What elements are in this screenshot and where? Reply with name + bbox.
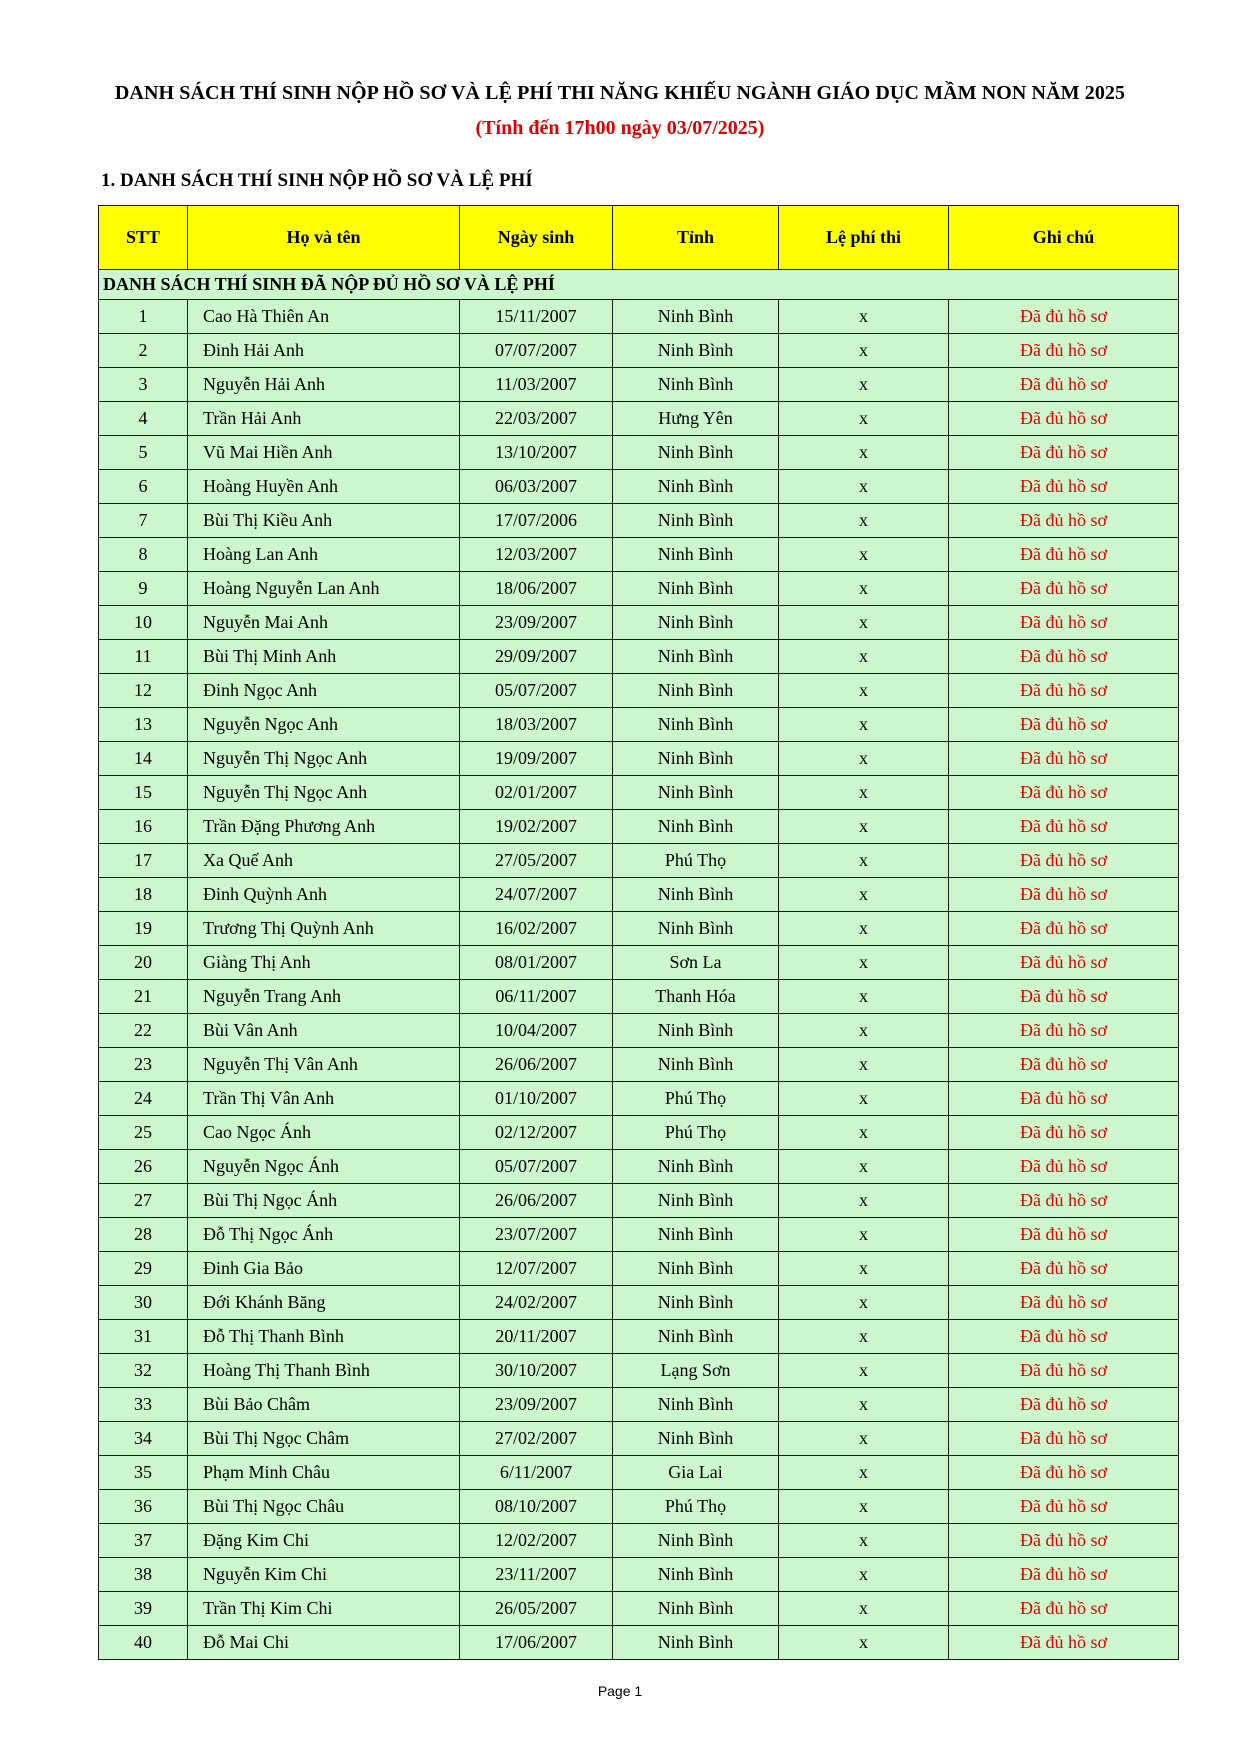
- cell-province: Ninh Bình: [613, 810, 779, 844]
- cell-stt: 19: [99, 912, 188, 946]
- cell-fee: x: [779, 606, 949, 640]
- cell-province: Ninh Bình: [613, 1286, 779, 1320]
- cell-stt: 36: [99, 1490, 188, 1524]
- cell-province: Ninh Bình: [613, 1320, 779, 1354]
- cell-stt: 11: [99, 640, 188, 674]
- table-row: [99, 1626, 1179, 1660]
- cell-fee: x: [779, 946, 949, 980]
- cell-dob: 07/07/2007: [460, 334, 613, 368]
- table-row: [99, 742, 1179, 776]
- cell-name: Trần Đặng Phương Anh: [188, 810, 460, 844]
- cell-fee: x: [779, 436, 949, 470]
- table-row: [99, 1558, 1179, 1592]
- cell-stt: 18: [99, 878, 188, 912]
- cell-province: Ninh Bình: [613, 300, 779, 334]
- cell-note: Đã đủ hồ sơ: [949, 1252, 1179, 1286]
- cell-stt: 7: [99, 504, 188, 538]
- cell-stt: 31: [99, 1320, 188, 1354]
- cell-name: Nguyễn Ngọc Ánh: [188, 1150, 460, 1184]
- cell-note: Đã đủ hồ sơ: [949, 912, 1179, 946]
- cell-stt: 12: [99, 674, 188, 708]
- cell-province: Phú Thọ: [613, 1490, 779, 1524]
- cell-note: Đã đủ hồ sơ: [949, 1558, 1179, 1592]
- cell-stt: 32: [99, 1354, 188, 1388]
- table-row: [99, 1320, 1179, 1354]
- table-row: [99, 300, 1179, 334]
- cell-dob: 05/07/2007: [460, 1150, 613, 1184]
- cell-stt: 29: [99, 1252, 188, 1286]
- cell-note: Đã đủ hồ sơ: [949, 810, 1179, 844]
- cell-province: Phú Thọ: [613, 1082, 779, 1116]
- cell-province: Ninh Bình: [613, 776, 779, 810]
- cell-note: Đã đủ hồ sơ: [949, 368, 1179, 402]
- table-row: [99, 572, 1179, 606]
- cell-fee: x: [779, 1116, 949, 1150]
- cell-province: Ninh Bình: [613, 1524, 779, 1558]
- table-row: [99, 640, 1179, 674]
- cell-name: Trần Hải Anh: [188, 402, 460, 436]
- cell-note: Đã đủ hồ sơ: [949, 844, 1179, 878]
- table-row: [99, 1082, 1179, 1116]
- cell-fee: x: [779, 674, 949, 708]
- group-label: DANH SÁCH THÍ SINH ĐÃ NỘP ĐỦ HỒ SƠ VÀ LỆ PHÍ: [99, 270, 1179, 300]
- cell-fee: x: [779, 402, 949, 436]
- cell-dob: 23/11/2007: [460, 1558, 613, 1592]
- cell-name: Nguyễn Thị Ngọc Anh: [188, 776, 460, 810]
- cell-province: Ninh Bình: [613, 742, 779, 776]
- header-name: Họ và tên: [188, 206, 460, 270]
- cell-name: Hoàng Thị Thanh Bình: [188, 1354, 460, 1388]
- cell-fee: x: [779, 1048, 949, 1082]
- table-row: [99, 402, 1179, 436]
- cell-name: Bùi Thị Minh Anh: [188, 640, 460, 674]
- table-body: [99, 270, 1179, 1660]
- cell-note: Đã đủ hồ sơ: [949, 708, 1179, 742]
- cell-fee: x: [779, 1218, 949, 1252]
- cell-province: Ninh Bình: [613, 640, 779, 674]
- cell-name: Đinh Quỳnh Anh: [188, 878, 460, 912]
- cell-dob: 18/06/2007: [460, 572, 613, 606]
- cell-stt: 20: [99, 946, 188, 980]
- table-row: [99, 810, 1179, 844]
- cell-name: Hoàng Nguyễn Lan Anh: [188, 572, 460, 606]
- cell-dob: 24/02/2007: [460, 1286, 613, 1320]
- cell-fee: x: [779, 640, 949, 674]
- table-row: [99, 844, 1179, 878]
- cell-dob: 26/05/2007: [460, 1592, 613, 1626]
- cell-stt: 21: [99, 980, 188, 1014]
- cell-note: Đã đủ hồ sơ: [949, 1354, 1179, 1388]
- cell-fee: x: [779, 572, 949, 606]
- cell-fee: x: [779, 1014, 949, 1048]
- cell-note: Đã đủ hồ sơ: [949, 606, 1179, 640]
- page-footer: Page 1: [597, 1683, 643, 1699]
- cell-dob: 12/07/2007: [460, 1252, 613, 1286]
- cell-dob: 26/06/2007: [460, 1048, 613, 1082]
- cell-fee: x: [779, 1286, 949, 1320]
- cell-fee: x: [779, 980, 949, 1014]
- cell-stt: 38: [99, 1558, 188, 1592]
- cell-fee: x: [779, 1490, 949, 1524]
- cell-province: Phú Thọ: [613, 1116, 779, 1150]
- cell-name: Đinh Hải Anh: [188, 334, 460, 368]
- cell-name: Đỗ Thị Ngọc Ánh: [188, 1218, 460, 1252]
- cell-province: Ninh Bình: [613, 1422, 779, 1456]
- cell-name: Đinh Gia Bảo: [188, 1252, 460, 1286]
- cell-dob: 23/07/2007: [460, 1218, 613, 1252]
- cell-name: Cao Hà Thiên An: [188, 300, 460, 334]
- cell-stt: 22: [99, 1014, 188, 1048]
- cell-dob: 05/07/2007: [460, 674, 613, 708]
- cell-note: Đã đủ hồ sơ: [949, 1626, 1179, 1660]
- table-row: [99, 1490, 1179, 1524]
- table-row: [99, 436, 1179, 470]
- table-row: [99, 1184, 1179, 1218]
- cell-dob: 23/09/2007: [460, 1388, 613, 1422]
- cell-province: Ninh Bình: [613, 1014, 779, 1048]
- document-subtitle: (Tính đến 17h00 ngày 03/07/2025): [475, 117, 765, 139]
- cell-fee: x: [779, 1422, 949, 1456]
- cell-province: Ninh Bình: [613, 368, 779, 402]
- cell-note: Đã đủ hồ sơ: [949, 436, 1179, 470]
- cell-dob: 12/03/2007: [460, 538, 613, 572]
- cell-fee: x: [779, 1388, 949, 1422]
- cell-name: Bùi Thị Ngọc Châu: [188, 1490, 460, 1524]
- cell-name: Đỗ Thị Thanh Bình: [188, 1320, 460, 1354]
- document-title: DANH SÁCH THÍ SINH NỘP HỒ SƠ VÀ LỆ PHÍ THI NĂNG KHIẾU NGÀNH GIÁO DỤC MẦM NON NĂM 2025: [114, 82, 1126, 104]
- cell-fee: x: [779, 1592, 949, 1626]
- cell-stt: 15: [99, 776, 188, 810]
- cell-fee: x: [779, 538, 949, 572]
- cell-dob: 15/11/2007: [460, 300, 613, 334]
- cell-name: Nguyễn Trang Anh: [188, 980, 460, 1014]
- cell-province: Ninh Bình: [613, 1048, 779, 1082]
- cell-province: Ninh Bình: [613, 878, 779, 912]
- cell-province: Ninh Bình: [613, 1388, 779, 1422]
- cell-stt: 1: [99, 300, 188, 334]
- cell-dob: 06/03/2007: [460, 470, 613, 504]
- table-row: [99, 1252, 1179, 1286]
- cell-dob: 02/12/2007: [460, 1116, 613, 1150]
- cell-note: Đã đủ hồ sơ: [949, 1490, 1179, 1524]
- table-row: [99, 708, 1179, 742]
- cell-stt: 10: [99, 606, 188, 640]
- table-row: [99, 946, 1179, 980]
- cell-fee: x: [779, 708, 949, 742]
- cell-name: Trương Thị Quỳnh Anh: [188, 912, 460, 946]
- cell-stt: 17: [99, 844, 188, 878]
- cell-dob: 18/03/2007: [460, 708, 613, 742]
- cell-stt: 6: [99, 470, 188, 504]
- cell-dob: 23/09/2007: [460, 606, 613, 640]
- cell-stt: 13: [99, 708, 188, 742]
- table-row: [99, 1150, 1179, 1184]
- cell-fee: x: [779, 1626, 949, 1660]
- cell-note: Đã đủ hồ sơ: [949, 640, 1179, 674]
- header-note: Ghi chú: [949, 206, 1179, 270]
- table-row: [99, 1456, 1179, 1490]
- cell-note: Đã đủ hồ sơ: [949, 1320, 1179, 1354]
- cell-name: Nguyễn Thị Ngọc Anh: [188, 742, 460, 776]
- cell-fee: x: [779, 300, 949, 334]
- cell-stt: 9: [99, 572, 188, 606]
- section-heading: 1. DANH SÁCH THÍ SINH NỘP HỒ SƠ VÀ LỆ PHÍ: [101, 170, 533, 191]
- cell-note: Đã đủ hồ sơ: [949, 1082, 1179, 1116]
- cell-note: Đã đủ hồ sơ: [949, 946, 1179, 980]
- cell-province: Ninh Bình: [613, 436, 779, 470]
- cell-note: Đã đủ hồ sơ: [949, 300, 1179, 334]
- cell-dob: 29/09/2007: [460, 640, 613, 674]
- table-row: [99, 1218, 1179, 1252]
- cell-stt: 5: [99, 436, 188, 470]
- table-row: [99, 538, 1179, 572]
- table-row: [99, 1048, 1179, 1082]
- cell-fee: x: [779, 1184, 949, 1218]
- cell-note: Đã đủ hồ sơ: [949, 1218, 1179, 1252]
- cell-note: Đã đủ hồ sơ: [949, 674, 1179, 708]
- cell-note: Đã đủ hồ sơ: [949, 1286, 1179, 1320]
- cell-province: Ninh Bình: [613, 1252, 779, 1286]
- cell-note: Đã đủ hồ sơ: [949, 572, 1179, 606]
- cell-province: Ninh Bình: [613, 708, 779, 742]
- header-dob: Ngày sinh: [460, 206, 613, 270]
- cell-name: Bùi Thị Ngọc Châm: [188, 1422, 460, 1456]
- cell-province: Gia Lai: [613, 1456, 779, 1490]
- cell-fee: x: [779, 1150, 949, 1184]
- table-row: [99, 1422, 1179, 1456]
- cell-dob: 06/11/2007: [460, 980, 613, 1014]
- cell-fee: x: [779, 844, 949, 878]
- cell-name: Hoàng Lan Anh: [188, 538, 460, 572]
- cell-fee: x: [779, 368, 949, 402]
- cell-province: Lạng Sơn: [613, 1354, 779, 1388]
- cell-name: Trần Thị Vân Anh: [188, 1082, 460, 1116]
- cell-stt: 30: [99, 1286, 188, 1320]
- cell-stt: 26: [99, 1150, 188, 1184]
- cell-note: Đã đủ hồ sơ: [949, 742, 1179, 776]
- cell-fee: x: [779, 1558, 949, 1592]
- cell-province: Ninh Bình: [613, 1592, 779, 1626]
- cell-stt: 27: [99, 1184, 188, 1218]
- cell-name: Bùi Bảo Châm: [188, 1388, 460, 1422]
- table-row: [99, 470, 1179, 504]
- cell-name: Xa Quế Anh: [188, 844, 460, 878]
- cell-note: Đã đủ hồ sơ: [949, 1524, 1179, 1558]
- cell-province: Ninh Bình: [613, 334, 779, 368]
- table-row: [99, 980, 1179, 1014]
- cell-note: Đã đủ hồ sơ: [949, 1014, 1179, 1048]
- cell-stt: 37: [99, 1524, 188, 1558]
- cell-fee: x: [779, 1524, 949, 1558]
- cell-name: Đỗ Mai Chi: [188, 1626, 460, 1660]
- cell-province: Sơn La: [613, 946, 779, 980]
- cell-province: Ninh Bình: [613, 1218, 779, 1252]
- cell-dob: 26/06/2007: [460, 1184, 613, 1218]
- cell-province: Ninh Bình: [613, 470, 779, 504]
- cell-note: Đã đủ hồ sơ: [949, 334, 1179, 368]
- cell-dob: 17/06/2007: [460, 1626, 613, 1660]
- cell-note: Đã đủ hồ sơ: [949, 776, 1179, 810]
- table-row: [99, 674, 1179, 708]
- cell-stt: 28: [99, 1218, 188, 1252]
- cell-province: Ninh Bình: [613, 912, 779, 946]
- cell-name: Nguyễn Thị Vân Anh: [188, 1048, 460, 1082]
- cell-stt: 4: [99, 402, 188, 436]
- cell-dob: 30/10/2007: [460, 1354, 613, 1388]
- cell-fee: x: [779, 1456, 949, 1490]
- cell-name: Giàng Thị Anh: [188, 946, 460, 980]
- cell-dob: 19/09/2007: [460, 742, 613, 776]
- cell-fee: x: [779, 776, 949, 810]
- cell-name: Bùi Thị Kiều Anh: [188, 504, 460, 538]
- cell-dob: 6/11/2007: [460, 1456, 613, 1490]
- cell-dob: 12/02/2007: [460, 1524, 613, 1558]
- table-row: [99, 504, 1179, 538]
- cell-stt: 14: [99, 742, 188, 776]
- cell-note: Đã đủ hồ sơ: [949, 538, 1179, 572]
- table-row: [99, 334, 1179, 368]
- cell-stt: 40: [99, 1626, 188, 1660]
- table-row: [99, 1354, 1179, 1388]
- cell-stt: 24: [99, 1082, 188, 1116]
- cell-dob: 19/02/2007: [460, 810, 613, 844]
- cell-stt: 3: [99, 368, 188, 402]
- cell-dob: 22/03/2007: [460, 402, 613, 436]
- cell-fee: x: [779, 810, 949, 844]
- cell-name: Nguyễn Hải Anh: [188, 368, 460, 402]
- cell-fee: x: [779, 878, 949, 912]
- cell-dob: 02/01/2007: [460, 776, 613, 810]
- cell-province: Ninh Bình: [613, 504, 779, 538]
- cell-note: Đã đủ hồ sơ: [949, 1422, 1179, 1456]
- cell-province: Thanh Hóa: [613, 980, 779, 1014]
- table-row: [99, 1388, 1179, 1422]
- cell-fee: x: [779, 1082, 949, 1116]
- cell-dob: 08/10/2007: [460, 1490, 613, 1524]
- cell-fee: x: [779, 504, 949, 538]
- cell-stt: 16: [99, 810, 188, 844]
- cell-note: Đã đủ hồ sơ: [949, 1184, 1179, 1218]
- cell-stt: 35: [99, 1456, 188, 1490]
- cell-dob: 27/02/2007: [460, 1422, 613, 1456]
- cell-province: Phú Thọ: [613, 844, 779, 878]
- cell-name: Bùi Thị Ngọc Ánh: [188, 1184, 460, 1218]
- table-row: [99, 1524, 1179, 1558]
- cell-fee: x: [779, 1320, 949, 1354]
- header-stt: STT: [99, 206, 188, 270]
- cell-dob: 16/02/2007: [460, 912, 613, 946]
- cell-province: Ninh Bình: [613, 1150, 779, 1184]
- cell-fee: x: [779, 1354, 949, 1388]
- table-row: [99, 368, 1179, 402]
- cell-province: Ninh Bình: [613, 1626, 779, 1660]
- cell-province: Ninh Bình: [613, 606, 779, 640]
- cell-name: Bùi Vân Anh: [188, 1014, 460, 1048]
- cell-note: Đã đủ hồ sơ: [949, 402, 1179, 436]
- cell-stt: 33: [99, 1388, 188, 1422]
- cell-name: Nguyễn Ngọc Anh: [188, 708, 460, 742]
- cell-dob: 01/10/2007: [460, 1082, 613, 1116]
- cell-fee: x: [779, 470, 949, 504]
- cell-stt: 23: [99, 1048, 188, 1082]
- table-row: [99, 606, 1179, 640]
- cell-stt: 8: [99, 538, 188, 572]
- cell-stt: 2: [99, 334, 188, 368]
- cell-note: Đã đủ hồ sơ: [949, 1048, 1179, 1082]
- cell-name: Trần Thị Kim Chi: [188, 1592, 460, 1626]
- table-row: [99, 1014, 1179, 1048]
- cell-note: Đã đủ hồ sơ: [949, 980, 1179, 1014]
- cell-province: Ninh Bình: [613, 674, 779, 708]
- table-row: [99, 1286, 1179, 1320]
- cell-dob: 13/10/2007: [460, 436, 613, 470]
- cell-note: Đã đủ hồ sơ: [949, 1150, 1179, 1184]
- cell-name: Cao Ngọc Ánh: [188, 1116, 460, 1150]
- cell-dob: 10/04/2007: [460, 1014, 613, 1048]
- table-row: [99, 776, 1179, 810]
- header-fee: Lệ phí thi: [779, 206, 949, 270]
- cell-name: Nguyễn Mai Anh: [188, 606, 460, 640]
- cell-note: Đã đủ hồ sơ: [949, 878, 1179, 912]
- cell-fee: x: [779, 742, 949, 776]
- cell-name: Phạm Minh Châu: [188, 1456, 460, 1490]
- cell-province: Ninh Bình: [613, 572, 779, 606]
- table-row: [99, 878, 1179, 912]
- cell-note: Đã đủ hồ sơ: [949, 470, 1179, 504]
- cell-fee: x: [779, 1252, 949, 1286]
- table-row: [99, 912, 1179, 946]
- cell-dob: 11/03/2007: [460, 368, 613, 402]
- cell-stt: 25: [99, 1116, 188, 1150]
- cell-name: Đinh Ngọc Anh: [188, 674, 460, 708]
- cell-name: Đặng Kim Chi: [188, 1524, 460, 1558]
- cell-note: Đã đủ hồ sơ: [949, 1592, 1179, 1626]
- cell-province: Ninh Bình: [613, 538, 779, 572]
- cell-note: Đã đủ hồ sơ: [949, 1116, 1179, 1150]
- cell-dob: 08/01/2007: [460, 946, 613, 980]
- cell-province: Hưng Yên: [613, 402, 779, 436]
- cell-note: Đã đủ hồ sơ: [949, 1456, 1179, 1490]
- cell-name: Nguyễn Kim Chi: [188, 1558, 460, 1592]
- cell-note: Đã đủ hồ sơ: [949, 1388, 1179, 1422]
- cell-name: Đới Khánh Băng: [188, 1286, 460, 1320]
- table-row: [99, 1116, 1179, 1150]
- cell-stt: 39: [99, 1592, 188, 1626]
- cell-province: Ninh Bình: [613, 1558, 779, 1592]
- group-row: [99, 270, 1179, 300]
- cell-stt: 34: [99, 1422, 188, 1456]
- table-row: [99, 1592, 1179, 1626]
- cell-note: Đã đủ hồ sơ: [949, 504, 1179, 538]
- candidate-table: [98, 205, 1179, 1660]
- cell-dob: 20/11/2007: [460, 1320, 613, 1354]
- cell-fee: x: [779, 334, 949, 368]
- cell-fee: x: [779, 912, 949, 946]
- header-province: Tỉnh: [613, 206, 779, 270]
- cell-province: Ninh Bình: [613, 1184, 779, 1218]
- cell-name: Hoàng Huyền Anh: [188, 470, 460, 504]
- cell-dob: 17/07/2006: [460, 504, 613, 538]
- table-header-row: [99, 206, 1179, 270]
- cell-dob: 27/05/2007: [460, 844, 613, 878]
- cell-dob: 24/07/2007: [460, 878, 613, 912]
- cell-name: Vũ Mai Hiền Anh: [188, 436, 460, 470]
